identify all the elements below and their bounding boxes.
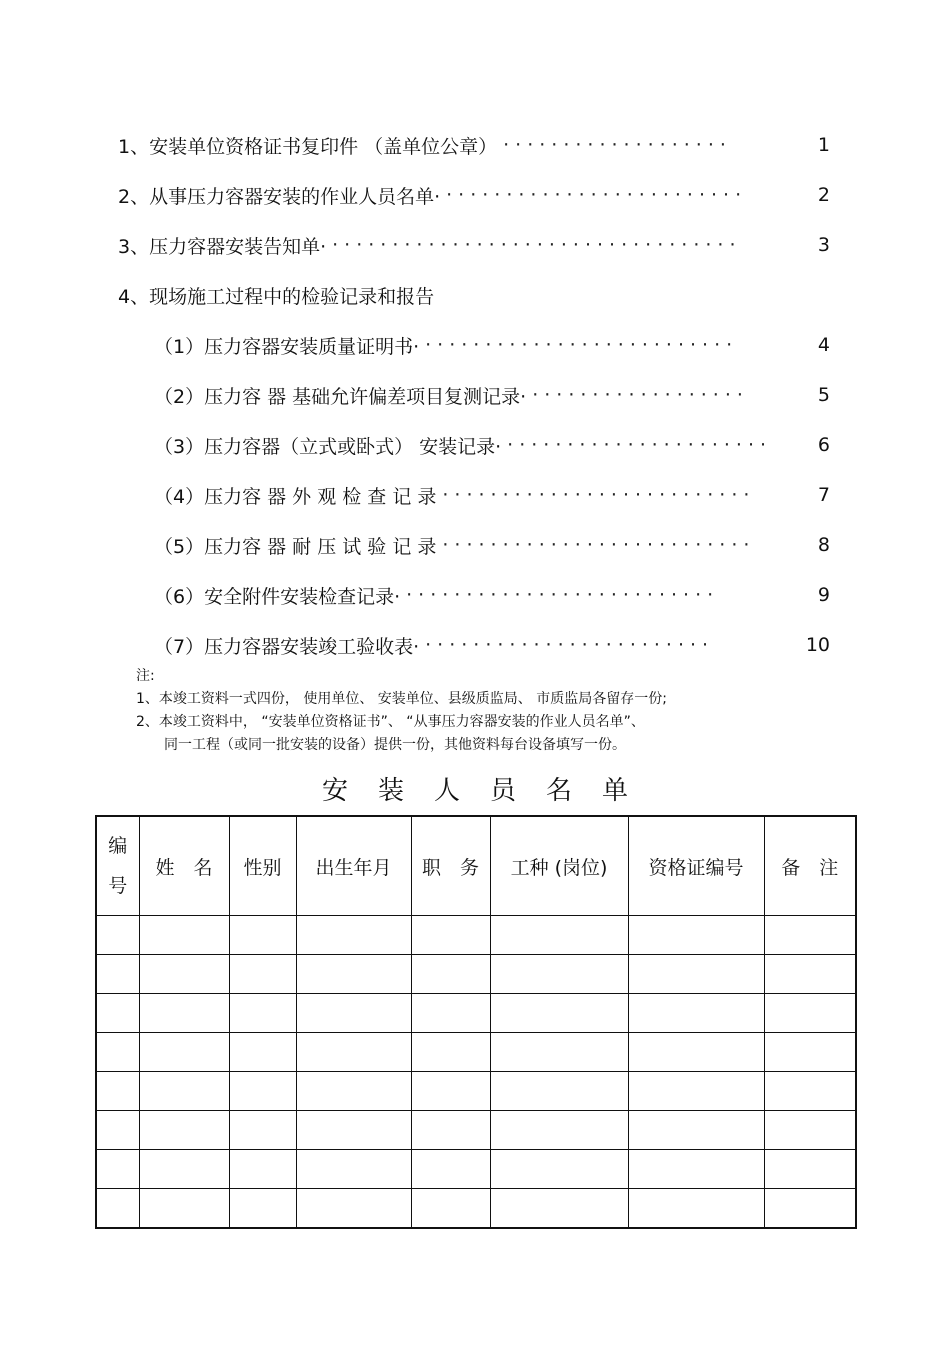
header-number-bottom: 号 (108, 875, 128, 897)
table-cell (139, 955, 229, 994)
table-cell (139, 994, 229, 1033)
table-cell (229, 1033, 296, 1072)
header-cert: 资格证编号 (628, 816, 764, 916)
toc-entry-text: （2）压力容 器 基础允许偏差项目复测记录· (154, 382, 532, 409)
table-cell (96, 994, 139, 1033)
header-position: 职 务 (411, 816, 490, 916)
table-cell (96, 955, 139, 994)
table-cell (764, 1111, 856, 1150)
table-cell (139, 1189, 229, 1229)
toc-entry (118, 120, 830, 170)
table-row (96, 1189, 856, 1229)
toc-page-number: 10 (805, 634, 830, 656)
table-cell (490, 994, 628, 1033)
table-row (96, 1150, 856, 1189)
table-cell (229, 955, 296, 994)
table-cell (764, 1033, 856, 1072)
table-cell (96, 1111, 139, 1150)
toc-leader-dots: ·································· (332, 234, 742, 256)
toc-entry-text: （4）压力容 器 外 观 检 查 记 录 (154, 482, 442, 509)
table-cell (764, 994, 856, 1033)
table-cell (296, 1189, 411, 1229)
toc-entry-text: 2、从事压力容器安装的作业人员名单· (118, 182, 446, 209)
table-cell (139, 1033, 229, 1072)
toc-entry (118, 470, 830, 520)
table-cell (296, 916, 411, 955)
toc-entry-text: 4、现场施工过程中的检验记录和报告 (118, 282, 440, 309)
toc-leader-dots: ······················ (507, 434, 773, 456)
table-cell (229, 1072, 296, 1111)
notes-section (136, 665, 836, 757)
table-cell (296, 1150, 411, 1189)
toc-page-number: 4 (817, 334, 830, 356)
note-line-2: 2、本竣工资料中， “安装单位资格证书”、 “从事压力容器安装的作业人员名单”、 (136, 714, 645, 730)
table-cell (764, 1072, 856, 1111)
table-cell (628, 1150, 764, 1189)
table-cell (96, 916, 139, 955)
notes-label: 注: (136, 668, 155, 684)
table-cell (229, 916, 296, 955)
table-cell (296, 955, 411, 994)
toc-entry-text: （1）压力容器安装质量证明书· (154, 332, 425, 359)
table-cell (490, 916, 628, 955)
table-row (96, 1072, 856, 1111)
header-remark: 备 注 (764, 816, 856, 916)
table-row (96, 916, 856, 955)
table-cell (490, 1033, 628, 1072)
toc-leader-dots: ·························· (406, 584, 720, 606)
header-name: 姓 名 (139, 816, 229, 916)
table-cell (296, 1072, 411, 1111)
table-cell (296, 1033, 411, 1072)
table-cell (139, 1150, 229, 1189)
table-cell (296, 994, 411, 1033)
toc-entry (118, 420, 830, 470)
table-cell (628, 1033, 764, 1072)
table-cell (764, 1189, 856, 1229)
table-cell (229, 1150, 296, 1189)
toc-entry (118, 220, 830, 270)
toc-page-number: 9 (817, 584, 830, 606)
table-cell (96, 1033, 139, 1072)
toc-entry-text: （5）压力容 器 耐 压 试 验 记 录 (154, 532, 442, 559)
table-cell (229, 994, 296, 1033)
toc-entry-text: 1、安装单位资格证书复印件 （盖单位公章） (118, 132, 503, 159)
table-row (96, 955, 856, 994)
table-cell (411, 994, 490, 1033)
table-header-row (96, 816, 856, 916)
toc-entry (118, 320, 830, 370)
header-trade: 工种 (岗位) (490, 816, 628, 916)
table-cell (296, 1111, 411, 1150)
toc-entry (118, 570, 830, 620)
toc-page-number: 7 (817, 484, 830, 506)
toc-entry (118, 270, 830, 320)
installer-list-title: 安装人员名单 (321, 776, 658, 806)
table-row (96, 1033, 856, 1072)
toc-entry-text: （7）压力容器安装竣工验收表· (154, 632, 425, 659)
table-cell (139, 1111, 229, 1150)
table-cell (628, 994, 764, 1033)
toc-leader-dots: ·························· (442, 484, 756, 506)
header-gender: 性别 (229, 816, 296, 916)
table-cell (411, 1033, 490, 1072)
table-cell (490, 955, 628, 994)
toc-leader-dots: ························ (425, 634, 715, 656)
toc-leader-dots: ·························· (442, 534, 756, 556)
table-cell (411, 916, 490, 955)
table-cell (628, 1111, 764, 1150)
table-row (96, 1111, 856, 1150)
toc-leader-dots: ·························· (425, 334, 739, 356)
table-cell (628, 1072, 764, 1111)
toc-entry-text: 3、压力容器安装告知单· (118, 232, 332, 259)
table-cell (96, 1072, 139, 1111)
toc-entry (118, 370, 830, 420)
toc-entry (118, 520, 830, 570)
table-of-contents (118, 120, 830, 670)
toc-leader-dots: ··················· (503, 134, 732, 156)
table-cell (628, 1189, 764, 1229)
installer-roster-table (95, 815, 857, 1229)
table-cell (411, 1111, 490, 1150)
note-line-3: 同一工程（或同一批安装的设备）提供一份，其他资料每台设备填写一份。 (164, 737, 626, 753)
table-cell (411, 1072, 490, 1111)
table-cell (411, 1189, 490, 1229)
note-line-1: 1、本竣工资料一式四份， 使用单位、 安装单位、县级质监局、 市质监局各留存一份; (136, 691, 667, 707)
toc-leader-dots: ·················· (532, 384, 749, 406)
table-cell (96, 1189, 139, 1229)
table-cell (490, 1111, 628, 1150)
header-birth: 出生年月 (296, 816, 411, 916)
table-cell (139, 916, 229, 955)
table-cell (490, 1150, 628, 1189)
toc-page-number: 5 (817, 384, 830, 406)
header-number-top: 编 (108, 835, 128, 857)
toc-entry (118, 620, 830, 670)
toc-entry-text: （6）安全附件安装检查记录· (154, 582, 406, 609)
toc-page-number: 2 (817, 184, 830, 206)
table-cell (764, 916, 856, 955)
table-cell (628, 955, 764, 994)
table-cell (490, 1189, 628, 1229)
table-cell (411, 1150, 490, 1189)
table-cell (490, 1072, 628, 1111)
toc-entry (118, 170, 830, 220)
table-cell (764, 955, 856, 994)
table-cell (229, 1111, 296, 1150)
table-cell (96, 1150, 139, 1189)
toc-leader-dots: ························· (446, 184, 748, 206)
toc-page-number: 3 (817, 234, 830, 256)
header-number (96, 816, 139, 916)
table-cell (229, 1189, 296, 1229)
toc-page-number: 1 (817, 134, 830, 156)
toc-page-number: 6 (817, 434, 830, 456)
toc-page-number: 8 (817, 534, 830, 556)
table-cell (139, 1072, 229, 1111)
table-row (96, 994, 856, 1033)
table-cell (764, 1150, 856, 1189)
table-cell (411, 955, 490, 994)
table-cell (628, 916, 764, 955)
toc-entry-text: （3）压力容器（立式或卧式） 安装记录· (154, 432, 507, 459)
